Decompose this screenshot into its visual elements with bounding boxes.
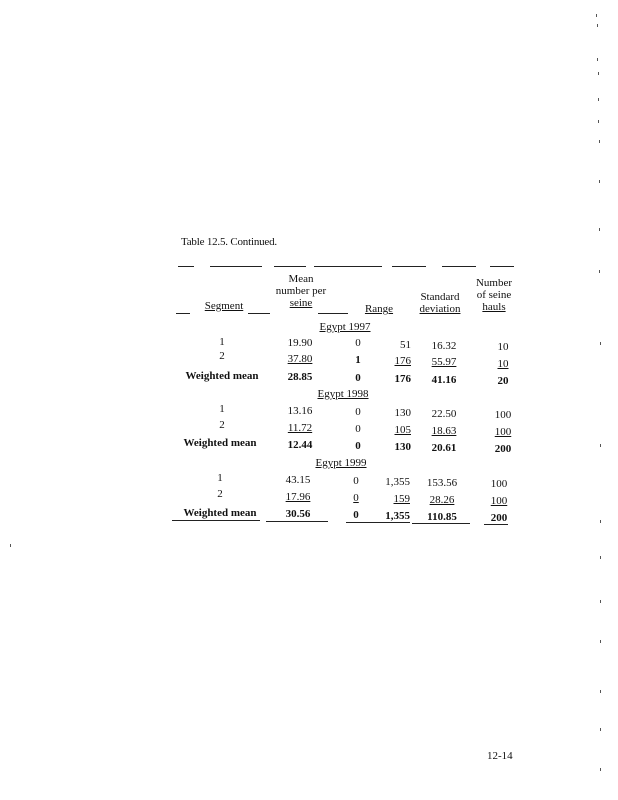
cell-range-min: 0	[353, 509, 359, 521]
cell-mean: 30.56	[285, 508, 311, 520]
cell-hauls: 100	[490, 478, 508, 490]
bottom-rule	[172, 520, 260, 521]
page-number: 12-14	[487, 750, 513, 762]
cell-mean: 28.85	[287, 371, 313, 383]
header-mean: Mean number per seine	[275, 273, 327, 309]
cell-hauls: 200	[490, 512, 508, 524]
header-range: Range	[364, 303, 394, 315]
bottom-rule	[484, 524, 508, 525]
cell-sd: 110.85	[427, 511, 457, 523]
table-caption: Table 12.5. Continued.	[181, 236, 277, 248]
cell-segment: Weighted mean	[183, 437, 257, 449]
cell-range-max: 176	[394, 355, 411, 367]
cell-sd: 41.16	[431, 374, 457, 386]
cell-range-max: 105	[394, 424, 411, 436]
cell-segment: 2	[219, 350, 225, 362]
cell-range-max: 1,355	[385, 476, 410, 488]
group-title-1999: Egypt 1999	[315, 457, 367, 469]
cell-hauls: 10	[497, 358, 509, 370]
cell-range-min: 0	[353, 492, 359, 504]
header-rule	[248, 313, 270, 314]
cell-range-min: 0	[355, 423, 361, 435]
cell-mean: 17.96	[285, 491, 311, 503]
cell-sd: 18.63	[431, 425, 457, 437]
cell-hauls: 100	[494, 409, 512, 421]
group-title-1998: Egypt 1998	[317, 388, 369, 400]
cell-hauls: 100	[494, 426, 512, 438]
top-rule	[210, 266, 262, 267]
cell-sd: 22.50	[431, 408, 457, 420]
cell-range-max: 51	[400, 339, 411, 351]
cell-segment: 1	[217, 472, 223, 484]
cell-mean: 19.90	[287, 337, 313, 349]
cell-segment: 1	[219, 336, 225, 348]
header-rule	[176, 313, 190, 314]
top-rule	[442, 266, 476, 267]
cell-sd: 16.32	[431, 340, 457, 352]
top-rule	[178, 266, 194, 267]
cell-mean: 43.15	[285, 474, 311, 486]
bottom-rule	[266, 521, 328, 522]
cell-hauls: 100	[490, 495, 508, 507]
cell-range-min: 0	[355, 372, 361, 384]
header-standard-deviation: Standard deviation	[419, 291, 461, 315]
cell-sd: 20.61	[431, 442, 457, 454]
cell-range-min: 1	[355, 354, 361, 366]
bottom-rule	[346, 522, 410, 523]
cell-mean: 13.16	[287, 405, 313, 417]
bottom-rule	[412, 523, 470, 524]
cell-mean: 37.80	[287, 353, 313, 365]
cell-range-max: 130	[394, 441, 411, 453]
top-rule	[314, 266, 382, 267]
cell-mean: 12.44	[287, 439, 313, 451]
cell-segment: 2	[217, 488, 223, 500]
header-segment: Segment	[204, 300, 244, 312]
cell-sd: 55.97	[431, 356, 457, 368]
cell-range-min: 0	[355, 440, 361, 452]
top-rule	[274, 266, 306, 267]
cell-range-max: 130	[394, 407, 411, 419]
cell-range-min: 0	[353, 475, 359, 487]
header-number-of-hauls: Number of seine hauls	[475, 277, 513, 313]
cell-range-max: 176	[394, 373, 411, 385]
header-rule	[318, 313, 348, 314]
cell-segment: Weighted mean	[185, 370, 259, 382]
cell-hauls: 20	[497, 375, 509, 387]
cell-segment: 2	[219, 419, 225, 431]
top-rule	[490, 266, 514, 267]
cell-mean: 11.72	[287, 422, 313, 434]
cell-sd: 28.26	[429, 494, 455, 506]
cell-range-max: 1,355	[385, 510, 410, 522]
cell-hauls: 200	[494, 443, 512, 455]
cell-segment: Weighted mean	[183, 507, 257, 519]
cell-range-min: 0	[355, 337, 361, 349]
cell-range-min: 0	[355, 406, 361, 418]
cell-sd: 153.56	[426, 477, 458, 489]
cell-hauls: 10	[497, 341, 509, 353]
top-rule	[392, 266, 426, 267]
cell-range-max: 159	[393, 493, 410, 505]
group-title-1997: Egypt 1997	[319, 321, 371, 333]
cell-segment: 1	[219, 403, 225, 415]
